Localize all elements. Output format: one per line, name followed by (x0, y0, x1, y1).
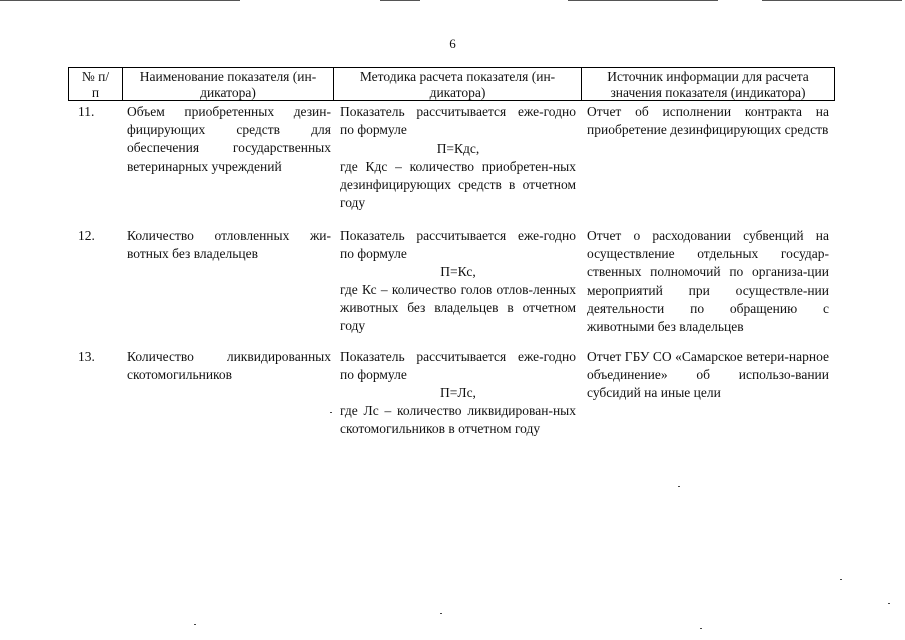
row-12-num: 12. (78, 228, 95, 243)
scan-speck (840, 579, 842, 580)
row-11-method-intro: Показатель рассчитывается еже-годно по формуле (340, 104, 576, 138)
header-col-method-label: Методика расчета показателя (ин-дикатора) (359, 69, 556, 100)
scan-speck (194, 624, 196, 625)
row-12-source: Отчет о расходовании субвенций на осуществление отдельных государ-ственных полномочий по организа-ции мероприятий при осуществле-нии деятельности по обращению с животными без владельцев (587, 228, 829, 335)
header-col-source (581, 68, 834, 100)
table-header (68, 67, 835, 101)
header-col-name (122, 68, 333, 100)
row-13-method-intro: Показатель рассчитывается еже-годно по формуле (340, 349, 576, 383)
header-col-method (333, 68, 581, 100)
scan-speck (330, 412, 332, 413)
row-11-source: Отчет об исполнении контракта на приобретение дезинфицирующих средств (587, 104, 829, 138)
page-number: 6 (449, 36, 456, 51)
row-11-method-desc: где Кдс – количество приобретен-ных дезинфицирующих средств в отчетном году (340, 159, 576, 211)
row-11-name: Объем приобретенных дезин-фицирующих средств для обеспечения государственных ветеринарных учреждений (127, 104, 331, 174)
row-12-method-intro: Показатель рассчитывается еже-годно по формуле (340, 228, 576, 262)
scan-edge-line (568, 0, 718, 1)
row-13-formula: П=Лс, (440, 385, 476, 400)
scan-edge-line (380, 0, 420, 1)
row-12-name: Количество отловленных жи-вотных без владельцев (127, 228, 331, 262)
header-col-source-label: Источник информации для расчета значения показателя (индикатора) (607, 69, 809, 100)
row-11-formula: П=Кдс, (436, 141, 480, 156)
row-13-source: Отчет ГБУ СО «Самарское ветери-нарное объединение» об использо-вании субсидий на иные цели (587, 349, 829, 401)
row-13-name: Количество ликвидированных скотомогильников (127, 349, 331, 383)
row-11-num: 11. (78, 104, 95, 119)
row-12-formula: П=Кс, (440, 264, 476, 279)
header-col-name-label: Наименование показателя (ин-дикатора) (139, 69, 317, 100)
row-13-num: 13. (78, 349, 95, 364)
scan-speck (700, 628, 702, 629)
scan-edge-line (762, 0, 902, 1)
row-12-method-desc: где Кс – количество голов отлов-ленных животных без владельцев в отчетном году (340, 282, 576, 334)
header-col-num-label: № п/п (81, 69, 110, 100)
row-13-method-desc: где Лс – количество ликвидирован-ных скотомогильников в отчетном году (340, 403, 576, 437)
scan-speck (440, 613, 442, 614)
scan-speck (678, 486, 680, 487)
scan-speck (888, 603, 890, 604)
scan-edge-line (0, 0, 240, 1)
header-col-num (69, 68, 122, 100)
